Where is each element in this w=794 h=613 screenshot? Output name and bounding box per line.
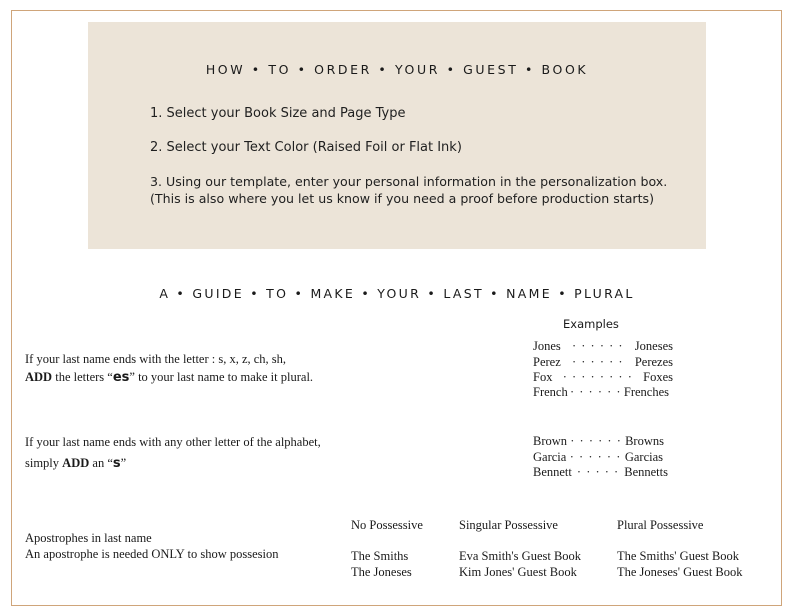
rule1-end-text: ” to your last name to make it plural. bbox=[129, 370, 314, 384]
apostrophe-note: An apostrophe is needed ONLY to show possesion bbox=[25, 547, 279, 561]
rule2-mid-text: an “ bbox=[89, 456, 113, 470]
possessive-header-singular: Singular Possessive bbox=[459, 518, 558, 532]
example-row bbox=[533, 370, 673, 385]
example-plural: Browns bbox=[625, 434, 664, 448]
example-plural: Frenches bbox=[623, 385, 669, 399]
example-row bbox=[533, 385, 669, 400]
rule2-line1: If your last name ends with any other letter of the alphabet, bbox=[25, 435, 321, 449]
example-singular: Brown bbox=[533, 434, 568, 448]
example-dots: · · · · · · bbox=[569, 385, 622, 399]
rule1-mid-text: the letters “ bbox=[52, 370, 113, 384]
possessive-cell: The Joneses' Guest Book bbox=[617, 565, 743, 579]
example-singular: Perez bbox=[533, 355, 561, 369]
example-dots: · · · · · · bbox=[570, 434, 622, 448]
possessive-cell: The Smiths' Guest Book bbox=[617, 549, 740, 563]
rule2-add-word: ADD bbox=[62, 456, 90, 470]
rule2-letter: s bbox=[112, 456, 121, 471]
possessive-header-plural: Plural Possessive bbox=[617, 518, 704, 532]
order-step-3-note: (This is also where you let us know if you need a proof before production starts) bbox=[150, 191, 655, 206]
apostrophe-label: Apostrophes in last name bbox=[25, 531, 152, 545]
example-dots: · · · · · · bbox=[569, 450, 622, 464]
order-step-1: 1. Select your Book Size and Page Type bbox=[150, 106, 406, 121]
rule2-end-text: ” bbox=[120, 456, 127, 470]
example-row bbox=[533, 339, 673, 354]
example-singular: Fox bbox=[533, 370, 553, 384]
plural-guide-title: A • GUIDE • TO • MAKE • YOUR • LAST • NAME • PLURAL bbox=[159, 286, 635, 301]
example-dots: · · · · · bbox=[576, 465, 620, 479]
order-step-2: 2. Select your Text Color (Raised Foil or Flat Ink) bbox=[150, 140, 462, 155]
example-plural: Bennetts bbox=[624, 465, 668, 479]
possessive-cell: Kim Jones' Guest Book bbox=[459, 565, 577, 579]
example-plural: Joneses bbox=[634, 339, 673, 353]
example-row bbox=[533, 355, 673, 370]
possessive-header-none: No Possessive bbox=[351, 518, 423, 532]
example-singular: Garcia bbox=[533, 450, 567, 464]
examples-heading: Examples bbox=[563, 317, 619, 331]
possessive-cell: The Smiths bbox=[351, 549, 409, 563]
example-singular: Bennett bbox=[533, 465, 572, 479]
order-title: HOW • TO • ORDER • YOUR • GUEST • BOOK bbox=[205, 62, 589, 77]
example-plural: Perezes bbox=[634, 355, 673, 369]
rule2-line2 bbox=[25, 456, 126, 471]
example-plural: Foxes bbox=[643, 370, 673, 384]
example-singular: French bbox=[533, 385, 568, 399]
example-row bbox=[533, 434, 664, 449]
possessive-cell: Eva Smith's Guest Book bbox=[459, 549, 582, 563]
order-instructions-box bbox=[88, 22, 706, 249]
example-dots: · · · · · · bbox=[571, 355, 624, 369]
example-dots: · · · · · · · · bbox=[562, 370, 633, 384]
order-step-3: 3. Using our template, enter your personal information in the personalization box. bbox=[150, 174, 668, 189]
rule1-letters: es bbox=[112, 370, 130, 385]
example-dots: · · · · · · bbox=[571, 339, 624, 353]
rule2-prefix: simply bbox=[25, 456, 63, 470]
example-row bbox=[533, 465, 668, 480]
possessive-cell: The Joneses bbox=[351, 565, 412, 579]
rule1-line2 bbox=[25, 370, 313, 385]
example-plural: Garcias bbox=[624, 450, 663, 464]
example-row bbox=[533, 450, 663, 465]
rule1-add-word: ADD bbox=[25, 370, 53, 384]
example-singular: Jones bbox=[533, 339, 561, 353]
rule1-line1: If your last name ends with the letter : s, x, z, ch, sh, bbox=[25, 352, 287, 366]
